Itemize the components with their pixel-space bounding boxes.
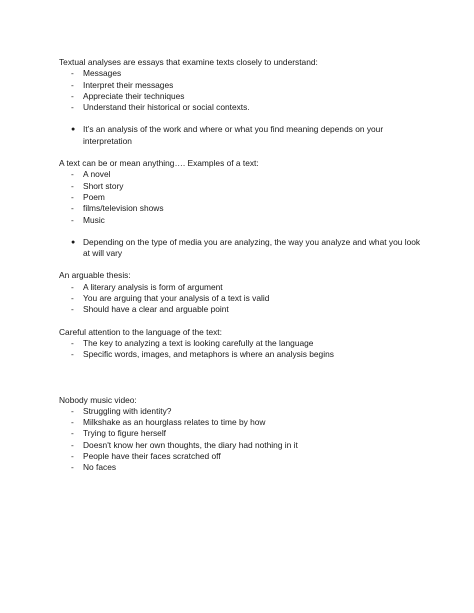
bullet-note [59,237,429,260]
list-item [59,215,429,226]
dash-marker: - [71,90,74,101]
dash-marker: - [71,439,74,450]
dash-marker: - [71,293,74,304]
section-text-examples [59,158,429,259]
dash-marker: - [71,68,74,79]
dash-marker: - [71,349,74,360]
list-item [59,304,429,315]
dash-marker: - [71,191,74,202]
section-arguable-thesis [59,270,429,315]
list-item-text: Understand their historical or social contexts. [83,102,250,113]
list-item-text: Poem [83,191,105,202]
bullet-note [59,124,429,147]
list-item-text: People have their faces scratched off [83,451,221,462]
dash-list [59,169,429,225]
list-item-text: Appreciate their techniques [83,90,185,101]
section-nobody-music-video [59,395,429,474]
list-item-text: Music [83,214,105,225]
section-textual-analyses [59,57,429,147]
list-item [59,169,429,180]
dash-marker: - [71,417,74,428]
list-item [59,440,429,451]
list-item-text: Interpret their messages [83,79,174,90]
list-item [59,203,429,214]
dash-list [59,68,429,113]
dash-marker: - [71,337,74,348]
spacer [59,316,429,327]
list-item-text: A literary analysis is form of argument [83,281,223,292]
list-item-text: Should have a clear and arguable point [83,304,229,315]
list-item-text: A novel [83,169,111,180]
dash-list [59,282,429,316]
list-item-text: Short story [83,180,124,191]
dash-marker: - [71,462,74,473]
section-heading: Careful attention to the language of the text: [59,326,222,337]
dash-marker: - [71,102,74,113]
list-item-text: Struggling with identity? [83,405,172,416]
list-item [59,428,429,439]
list-item [59,91,429,102]
bullet-marker: ● [71,126,76,134]
list-item [59,80,429,91]
dash-marker: - [71,304,74,315]
section-heading: An arguable thesis: [59,270,131,281]
dash-marker: - [71,428,74,439]
list-item-text: The key to analyzing a text is looking carefully at the language [83,337,314,348]
list-item [59,181,429,192]
list-item [59,68,429,79]
list-item-text: films/television shows [83,203,164,214]
list-item [59,349,429,360]
spacer [59,259,429,270]
spacer [59,361,429,395]
dash-marker: - [71,281,74,292]
list-item [59,417,429,428]
section-language-attention [59,327,429,361]
list-item [59,451,429,462]
dash-marker: - [71,451,74,462]
list-item-text: Specific words, images, and metaphors is where an analysis begins [83,349,334,360]
list-item [59,406,429,417]
dash-marker: - [71,79,74,90]
bullet-marker: ● [71,238,76,246]
section-heading: Textual analyses are essays that examine texts closely to understand: [59,57,318,67]
list-item [59,102,429,113]
list-item [59,338,429,349]
bullet-note-text: It’s an analysis of the work and where or what you find meaning depends on your interpretation [83,124,384,146]
dash-marker: - [71,169,74,180]
list-item [59,462,429,473]
section-heading: Nobody music video: [59,394,137,405]
dash-marker: - [71,214,74,225]
dash-marker: - [71,405,74,416]
section-heading: A text can be or mean anything…. Examples of a text: [59,158,259,169]
list-item-text: Trying to figure herself [83,428,167,439]
list-item [59,192,429,203]
list-item-text: Milkshake as an hourglass relates to time by how [83,417,266,428]
list-item-text: No faces [83,462,117,473]
list-item-text: Messages [83,68,122,79]
list-item-text: Doesn't know her own thoughts, the diary had nothing in it [83,439,298,450]
spacer [59,147,429,158]
dash-list [59,338,429,361]
bullet-note-text: Depending on the type of media you are analyzing, the way you analyze and what you look at will vary [83,236,421,259]
document-body [59,57,429,474]
dash-marker: - [71,180,74,191]
list-item-text: You are arguing that your analysis of a text is valid [83,293,270,304]
dash-list [59,406,429,474]
list-item [59,293,429,304]
list-item [59,282,429,293]
dash-marker: - [71,203,74,214]
